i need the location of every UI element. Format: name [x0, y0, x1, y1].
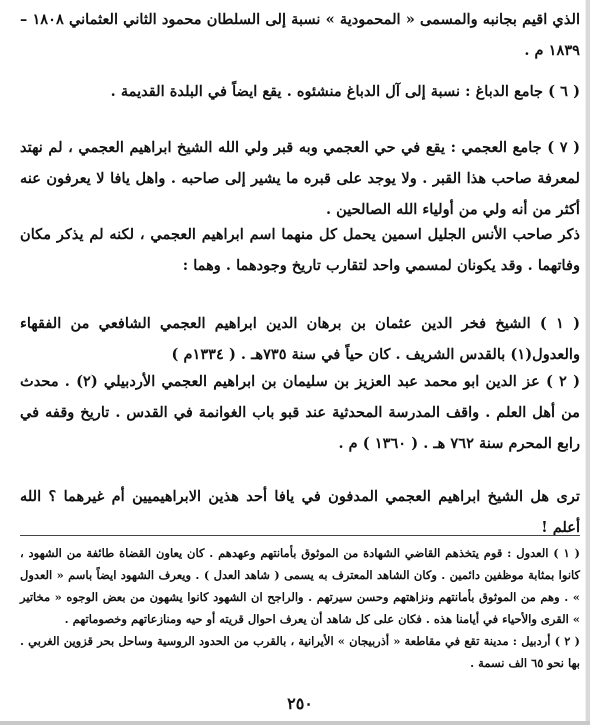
paragraph-uns-jalil: ذكر صاحب الأنس الجليل اسمين يحمل كل منهما اسم ابراهيم العجمي ، لكنه لم يذكر مكان وفاتهما . وقد يكونان لمسمي واحد لتقارب تاريخ وجودهما . وهما : [20, 226, 580, 274]
footnote-udul: ( ١ ) العدول : قوم يتخذهم القاضي الشهادة من الموثوق بأمانتهم وعهدهم . كان يعاون القضاة طائفة من الشهود ، كانوا بمثابة موظفين دائمين . وكان الشاهد المعترف به يسمى ( شاهد العدل ) . ويعرف الشهود ايضاً باسم « العدول » . وهم من الموثوق بأمانتهم ونزاهتهم وحسن سيرتهم . والراجح ان الشهود كانوا يشهون من بعض الوجوه « مخاتير » القرى والأحياء في أيامنا هذه . فكان على كل شاهد أن يعرف احوال قريته أو حيه ومنازعاتهم وخصوماتهم . [20, 546, 580, 626]
footnote-ardabil: ( ٢ ) أردبيل : مدينة تقع في مقاطعة « أذربيجان » الأيرانية ، بالقرب من الحدود الروسية وساحل بحر قزوين الغربي . بها نحو ٦٥ الف نسمة . [20, 634, 580, 670]
window-frame-right [586, 0, 590, 725]
footnotes [20, 542, 580, 674]
paragraph-ajami-mosque: ( ٧ ) جامع العجمي : يقع في حي العجمي وبه قبر ولي الله الشيخ ابراهيم العجمي ، لم نهتد لمعرفة صاحب هذا القبر . ولا يوجد على قبره ما يشير إلى صاحبه . واهل يافا لا يعرفون عنه أكثر من أنه ولي من أولياء الله الصالحين . [20, 139, 580, 218]
book-page [20, 4, 580, 716]
paragraph-question: ترى هل الشيخ ابراهيم العجمي المدفون في يافا أحد هذين الابراهيميين أم غيرهما ؟ الله أعلم ! [20, 488, 580, 536]
paragraph-continuation: الذي اقيم بجانبه والمسمى « المحمودية » نسبة إلى السلطان محمود الثاني العثماني ١٨٠٨ – ١٨٣٩ م . [20, 11, 580, 59]
window-frame-bottom [0, 721, 590, 725]
page-number: ٢٥٠ [287, 694, 313, 713]
paragraph-dabbagh-mosque: ( ٦ ) جامع الدباغ : نسبة إلى آل الدباغ منشئوه . يقع ايضاً في البلدة القديمة . [110, 83, 580, 100]
paragraph-person-two: ( ٢ ) عز الدين ابو محمد عبد العزيز بن سليمان بن ابراهيم العجمي الأردبيلي (٢) . محدث من أهل العلم . واقف المدرسة المحدثية عند قبو باب الغوانمة في القدس . تاريخ وقفه في رابع المحرم سنة ٧٦٢ هـ . ( ١٣٦٠ ) م . [20, 373, 580, 452]
paragraph-person-one: ( ١ ) الشيخ فخر الدين عثمان بن برهان الدين ابراهيم العجمي الشافعي من الفقهاء والعدول(١) بالقدس الشريف . كان حياً في سنة ٧٣٥هـ . ( ١٣٣٤م ) [20, 315, 580, 363]
footnote-divider [20, 535, 580, 536]
